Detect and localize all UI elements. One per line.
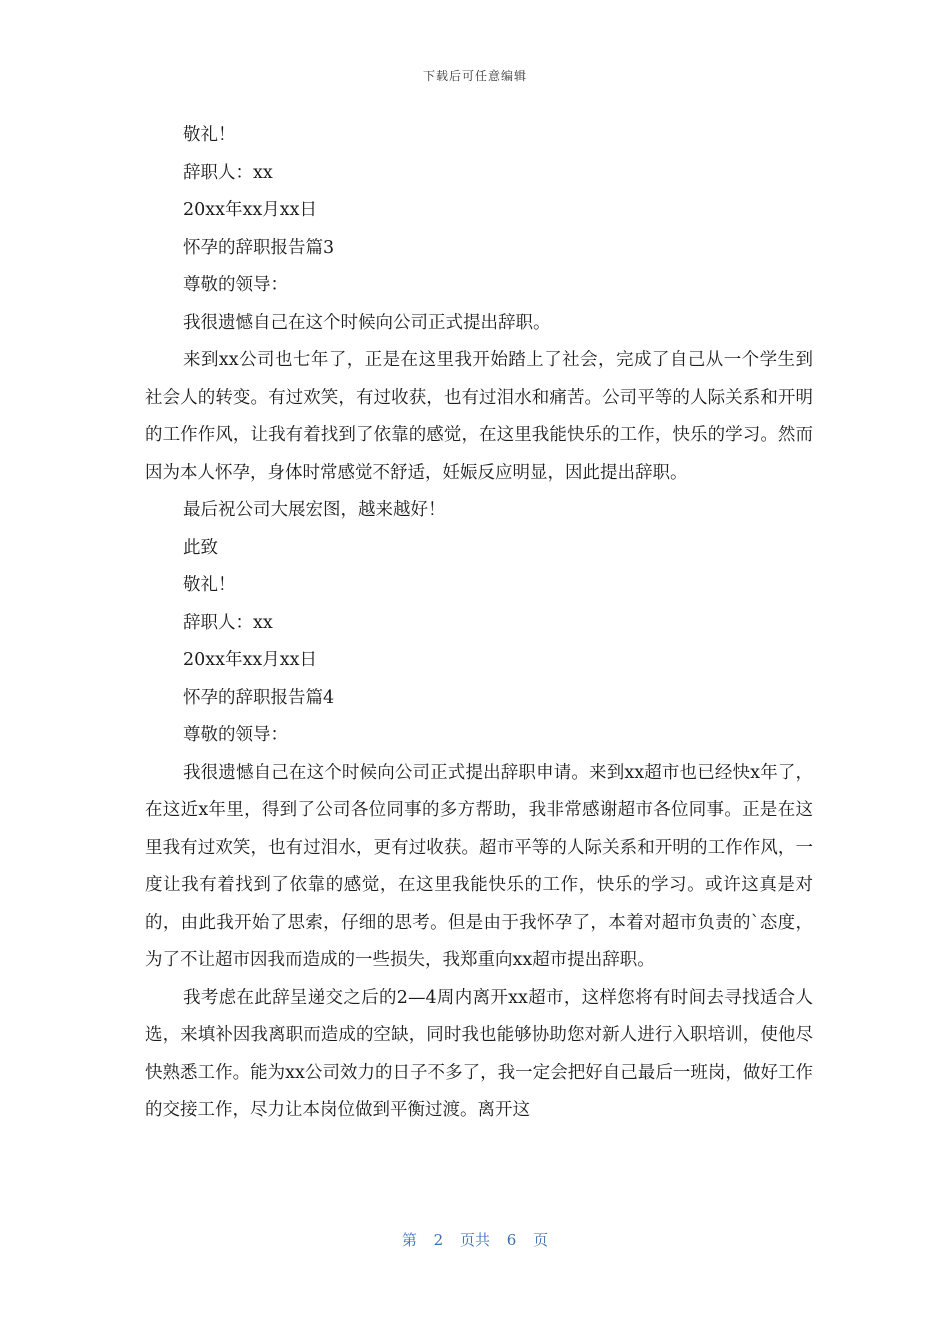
page-total: 6	[506, 1231, 517, 1249]
header-note: 下载后可任意编辑	[422, 69, 527, 83]
body-paragraph: 来到xx公司也七年了，正是在这里我开始踏上了社会，完成了自己从一个学生到社会人的转变。有过欢笑，有过收获，也有过泪水和痛苦。公司平等的人际关系和开明的工作作风，让我有着找到了依靠的感觉，在这里我能快乐的工作，快乐的学习。然而因为本人怀孕，身体时常感觉不舒适，妊娠反应明显，因此提出辞职。	[145, 350, 813, 483]
opening-sentence: 我很遗憾自己在这个时候向公司正式提出辞职。	[183, 312, 551, 333]
page-middle: 页共	[459, 1231, 490, 1249]
closing-wish: 最后祝公司大展宏图，越来越好！	[183, 500, 446, 520]
page-prefix: 第	[401, 1231, 417, 1249]
salutation: 尊敬的领导：	[183, 275, 288, 295]
date-line: 20xx年xx月xx日	[183, 650, 317, 670]
page-suffix: 页	[533, 1231, 549, 1249]
section-title: 怀孕的辞职报告篇4	[183, 687, 335, 708]
resigner-line: 辞职人：xx	[183, 162, 273, 183]
page-current: 2	[433, 1231, 444, 1249]
closing-salute: 敬礼！	[183, 125, 236, 145]
body-paragraph: 我很遗憾自己在这个时候向公司正式提出辞职申请。来到xx超市也已经快x年了，在这近x年里，得到了公司各位同事的多方帮助，我非常感谢超市各位同事。正是在这里我有过欢笑，也有过泪水，更有过收获。超市平等的人际关系和开明的工作作风，一度让我有着找到了依靠的感觉，在这里我能快乐的工作，快乐的学习。或许这真是对的，由此我开始了思索，仔细的思考。但是由于我怀孕了，本着对超市负责的`态度，为了不让超市因我而造成的一些损失，我郑重向xx超市提出辞职。	[145, 762, 813, 970]
section-title: 怀孕的辞职报告篇3	[183, 237, 335, 258]
date-line: 20xx年xx月xx日	[183, 200, 317, 220]
closing-salute: 敬礼！	[183, 575, 236, 595]
page-footer	[0, 1229, 950, 1250]
salutation: 尊敬的领导：	[183, 725, 288, 745]
document-body	[145, 117, 813, 1130]
closing-phrase: 此致	[183, 537, 218, 558]
resigner-line: 辞职人：xx	[183, 612, 273, 633]
body-paragraph: 我考虑在此辞呈递交之后的2—4周内离开xx超市，这样您将有时间去寻找适合人选，来填补因我离职而造成的空缺，同时我也能够协助您对新人进行入职培训，使他尽快熟悉工作。能为xx公司效力的日子不多了，我一定会把好自己最后一班岗，做好工作的交接工作，尽力让本岗位做到平衡过渡。离开这	[145, 987, 813, 1120]
